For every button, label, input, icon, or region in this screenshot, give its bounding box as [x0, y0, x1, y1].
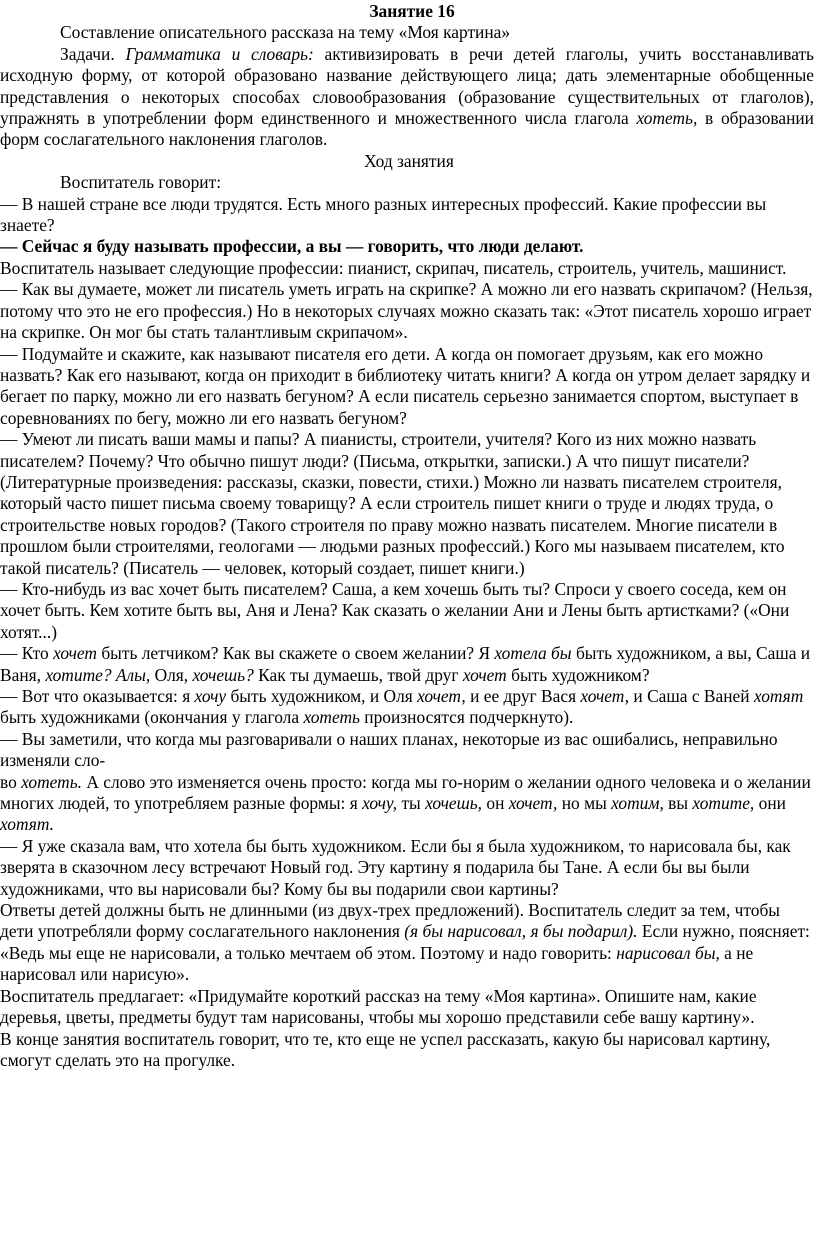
p9-e: и ее друг Вася [465, 686, 581, 706]
p10-j: но мы [557, 793, 612, 814]
p10-b: во [0, 771, 22, 792]
p10-d: А слово это изменяется очень просто: когда мы го-норим о желании одного человека и о желании многих людей, то употребляем разные формы: я [0, 771, 811, 814]
tasks-lead: Задачи. [60, 43, 126, 64]
paragraph-14: В конце занятия воспитатель говорит, что те, кто еще не успел рассказать, какую бы нарисовал картину, смогут сделать это на прогулке. [0, 1028, 771, 1070]
paragraph-1: — В нашей стране все люди трудятся. Есть много разных интересных профессий. Какие профессии вы знаете? [0, 193, 767, 236]
paragraph-13: Воспитатель предлагает: «Придумайте короткий рассказ на тему «Моя картина». Опишите нам, какие деревья, цветы, предметы будут там нарисованы, чтобы мы хорошо представили себе вашу картину». [0, 985, 757, 1028]
p12-e: а не нарисовал или нарисую». [0, 942, 754, 985]
p9-h: хотят [753, 686, 804, 706]
p8-g: Оля, [150, 664, 193, 685]
paragraph-4: — Как вы думаете, может ли писатель уметь играть на скрипке? А можно ли его назвать скрипачом? (Нельзя, потому что это не его профессия.) Но в некоторых случаях можно сказать так: «Этот писатель хорошо играет на скрипке. Он мог бы стать талантливым скрипачом». [0, 279, 813, 343]
paragraph-12 [0, 900, 814, 986]
p8-d: хотела бы [494, 643, 572, 664]
p8-e: быть художником, а вы, Саша и Ваня, [0, 643, 811, 685]
p8-i: Как ты думаешь, твой друг [253, 664, 463, 685]
course-heading: Ход занятия [364, 150, 454, 171]
p10-i: хочет, [508, 793, 558, 814]
paragraph-7: — Кто-нибудь из вас хочет быть писателем? Саша, а кем хочешь быть ты? Спроси у своего соседа, кем он хочет быть. Кем хотите быть вы, Аня и Лена? Как сказать о желании Ани и Лены быть артистками? («Они хотят...) [0, 578, 790, 642]
p10-g: хочешь, [425, 793, 483, 814]
paragraph-9 [0, 686, 814, 729]
p9-d: хочет, [417, 686, 466, 706]
paragraph-6: — Умеют ли писать ваши мамы и папы? А пианисты, строители, учителя? Кого из них можно назвать писателем? Почему? Что обычно пишут люди? (Письма, открытки, записки.) А что пишут писатели? (Литературные произведения: рассказы, сказки, повести, стихи.) Можно ли назвать писателем строителя, который часто пишет письма своему товарищу? А если строитель пишет книги о труде и людях труда, о строительстве новых городов? (Такого строителя по праву можно назвать писателем. Многие писатели в прошлом были строителями, геологами — людьми разных профессий.) Кого мы называем писателем, кто такой писатель? (Писатель — человек, который создает, пишет книги.) [0, 429, 785, 578]
p9-a: — Вот что оказывается: я [0, 686, 195, 706]
p9-g: и Саша с Ваней [629, 686, 754, 706]
paragraph-3: Воспитатель называет следующие профессии: пианист, скрипач, писатель, строитель, учитель, машинист. [0, 257, 787, 278]
p10-l: вы [663, 793, 693, 814]
tasks-text-2: в образовании форм сослагательного наклонения глаголов. [0, 108, 814, 150]
lesson-title: Занятие 16 [369, 1, 455, 21]
p10-c: хотеть. [21, 771, 82, 792]
p10-o: хотят. [0, 814, 54, 835]
lesson-subtitle: Составление описательного рассказа на тему «Моя картина» [60, 22, 511, 43]
p10-h: он [482, 793, 509, 814]
p9-j: хотеть [303, 707, 360, 728]
paragraph-11: — Я уже сказала вам, что хотела бы быть художником. Если бы я была художником, то нарисовала бы, как зверята в сказочном лесу встречают Новый год. Эту картину я подарила бы Тане. А если бы вы были художниками, что вы нарисовали бы? Кому бы вы подарили свои картины? [0, 835, 791, 899]
p8-k: быть художником? [506, 664, 650, 685]
tasks-section: Грамматика и словарь: [125, 43, 314, 64]
tasks-paragraph [0, 44, 814, 151]
p12-c: Если нужно, поясняет: «Ведь мы еще не нарисовали, а только мечтаем об этом. Поэтому и надо говорить: [0, 921, 810, 963]
p9-f: хочет, [580, 686, 630, 706]
p8-j: хочет [462, 664, 507, 685]
p9-k: произносятся подчеркнуто). [359, 707, 574, 728]
p12-d: нарисовал бы, [616, 942, 720, 963]
paragraph-5: — Подумайте и скажите, как называют писателя его дети. А когда он помогает друзьям, как его можно назвать? Как его называют, когда он приходит в библиотеку читать книги? А когда он утром делает зарядку и бегает по парку, можно ли его назвать бегуном? А если писатель серьезно занимается спортом, выступает в соревнованиях по бегу, можно ли его назвать бегуном? [0, 343, 811, 428]
tasks-text-1: активизировать в речи детей глаголы, учить восстанавливать исходную форму, от которой образовано название действующего лица; дать элементарные обобщенные представления о некоторых способах словообразования (образование существительных от глаголов), упражнять в употреблении форм единственного и множественного числа глагола [0, 43, 814, 129]
p10-n: они [754, 793, 786, 814]
teacher-says: Воспитатель говорит: [60, 172, 222, 193]
p9-i: быть художниками (окончания у глагола [0, 707, 304, 728]
paragraph-2: — Сейчас я буду называть профессии, а вы — говорить, что люди делают. [0, 236, 584, 257]
p9-c: быть художником, и Оля [226, 686, 418, 706]
paragraph-8 [0, 643, 814, 686]
p8-h: хочешь? [192, 664, 254, 685]
p10-k: хотим, [611, 793, 664, 814]
p10-f: ты [397, 793, 426, 814]
paragraph-10a: — Вы заметили, что когда мы разговаривали о наших планах, некоторые из вас ошибались, неправильно изменяли сло- [0, 728, 778, 771]
paragraph-10b [0, 772, 814, 836]
p8-f: хотите? Алы, [45, 664, 151, 685]
p10-m: хотите, [692, 793, 755, 814]
p12-b: (я бы нарисовал, я бы подарил). [404, 921, 638, 942]
p8-b: хочет [53, 643, 97, 664]
p8-a: — Кто [0, 643, 54, 664]
tasks-verb: хотеть, [636, 108, 698, 129]
p12-a: Ответы детей должны быть не длинными (из двух-трех предложений). Воспитатель следит за тем, чтобы дети употребляли форму сослагательного наклонения [0, 900, 780, 942]
p8-c: быть летчиком? Как вы скажете о своем желании? Я [96, 643, 495, 664]
p9-b: хочу [194, 686, 227, 706]
p10-e: хочу, [362, 793, 398, 814]
